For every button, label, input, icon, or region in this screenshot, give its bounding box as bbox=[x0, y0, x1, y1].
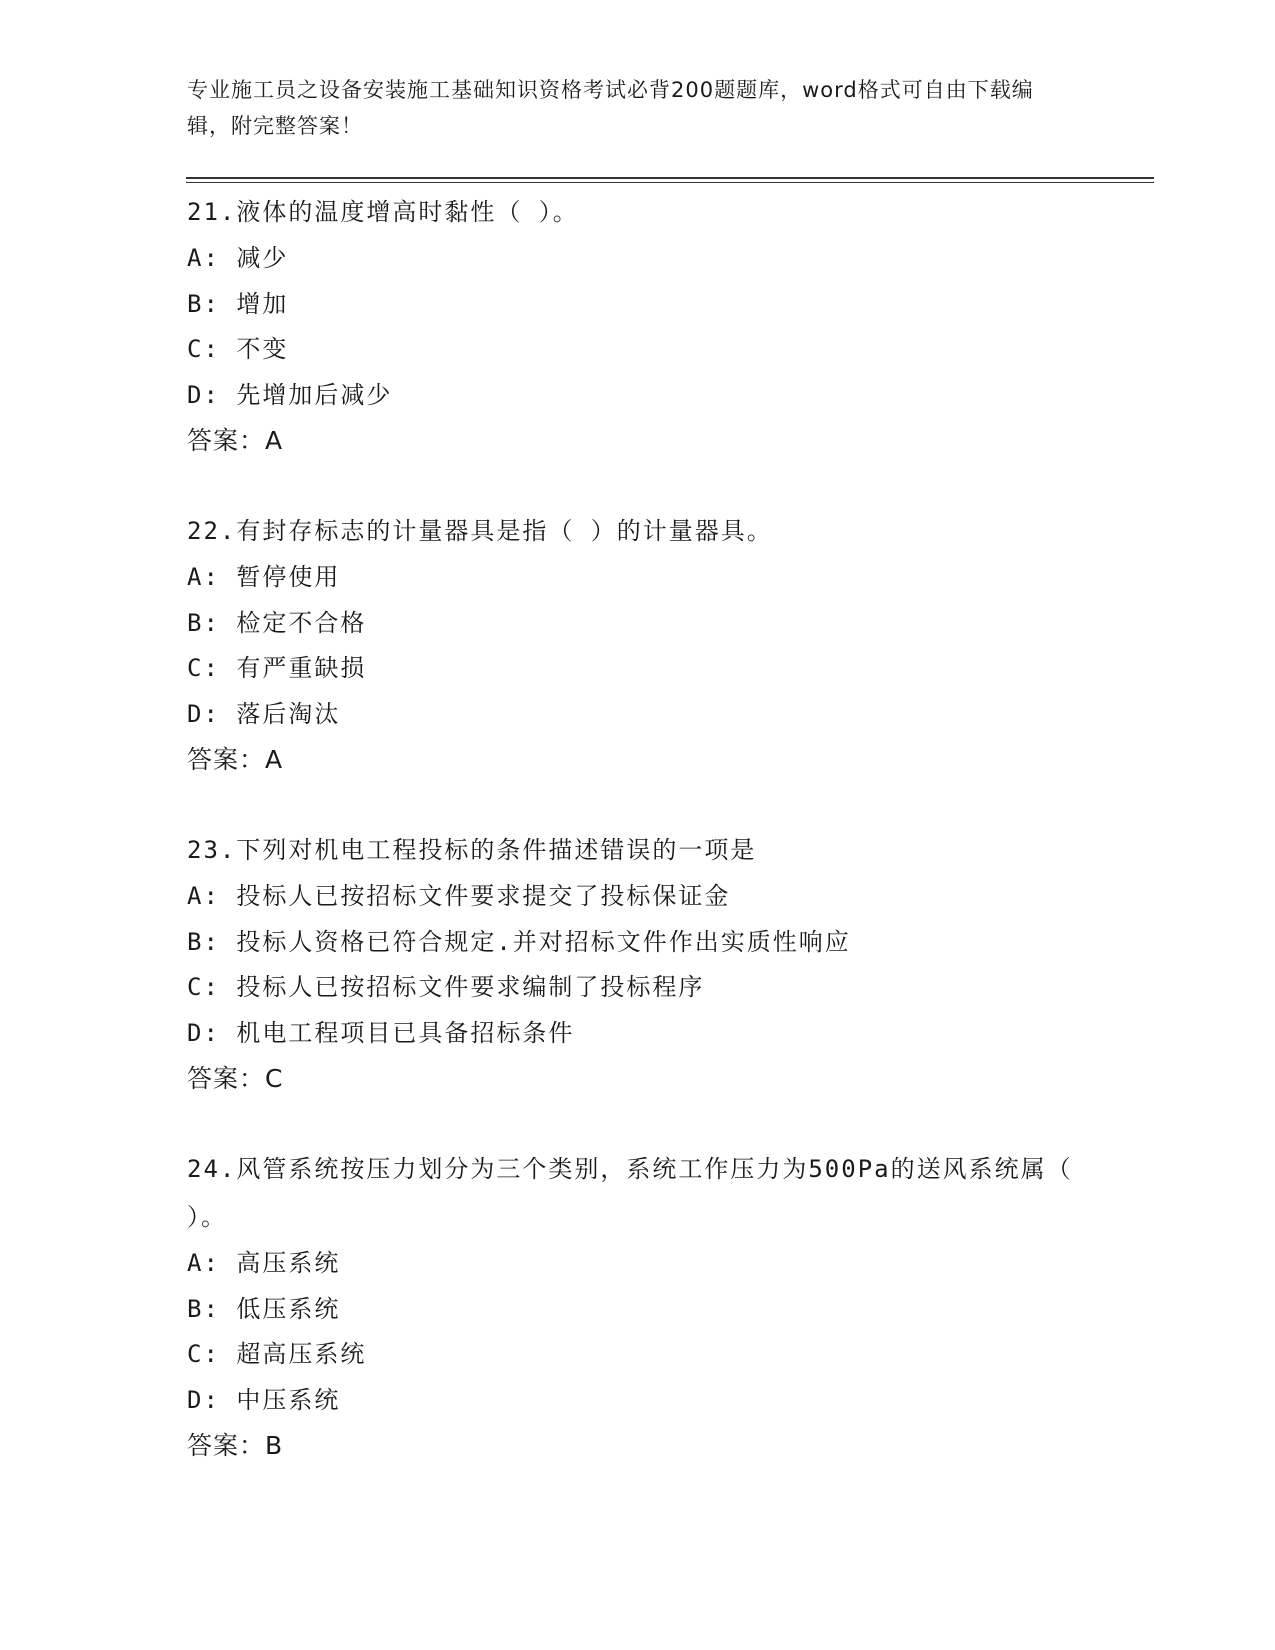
option-a: A: 减少 bbox=[187, 244, 289, 272]
option-b: B: 检定不合格 bbox=[187, 608, 367, 637]
question-24 bbox=[187, 1145, 1087, 1468]
question-23 bbox=[187, 826, 1087, 1101]
document-header: 专业施工员之设备安装施工基础知识资格考试必背200题题库，word格式可自由下载编辑，附完整答案！ bbox=[187, 78, 1034, 138]
option-d: D: 中压系统 bbox=[187, 1385, 341, 1414]
question-22 bbox=[187, 507, 1087, 782]
option-c: C: 超高压系统 bbox=[187, 1340, 367, 1368]
option-d: D: 先增加后减少 bbox=[187, 380, 393, 409]
option-c: C: 投标人已按招标文件要求编制了投标程序 bbox=[187, 973, 705, 1001]
question-21 bbox=[187, 188, 1087, 463]
option-c: C: 有严重缺损 bbox=[187, 654, 367, 682]
option-a: A: 投标人已按招标文件要求提交了投标保证金 bbox=[187, 882, 731, 910]
option-d: D: 落后淘汰 bbox=[187, 699, 341, 728]
option-b: B: 投标人资格已符合规定.并对招标文件作出实质性响应 bbox=[187, 927, 851, 956]
answer-line: 答案：A bbox=[187, 745, 284, 774]
option-b: B: 增加 bbox=[187, 289, 289, 318]
header-divider-thick bbox=[186, 177, 1154, 179]
answer-line: 答案：A bbox=[187, 426, 284, 455]
question-stem: 24.风管系统按压力划分为三个类别，系统工作压力为500Pa的送风系统属（ ）。 bbox=[187, 1155, 1073, 1231]
option-a: A: 暂停使用 bbox=[187, 563, 341, 591]
question-stem: 22.有封存标志的计量器具是指（ ）的计量器具。 bbox=[187, 517, 773, 545]
answer-line: 答案：C bbox=[187, 1064, 284, 1093]
option-d: D: 机电工程项目已具备招标条件 bbox=[187, 1018, 575, 1047]
option-a: A: 高压系统 bbox=[187, 1249, 341, 1277]
header-divider-thin bbox=[186, 182, 1154, 183]
option-c: C: 不变 bbox=[187, 335, 289, 363]
option-b: B: 低压系统 bbox=[187, 1294, 341, 1323]
question-stem: 21.液体的温度增高时黏性（ ）。 bbox=[187, 198, 579, 226]
answer-line: 答案：B bbox=[187, 1431, 284, 1460]
question-stem: 23.下列对机电工程投标的条件描述错误的一项是 bbox=[187, 836, 757, 864]
